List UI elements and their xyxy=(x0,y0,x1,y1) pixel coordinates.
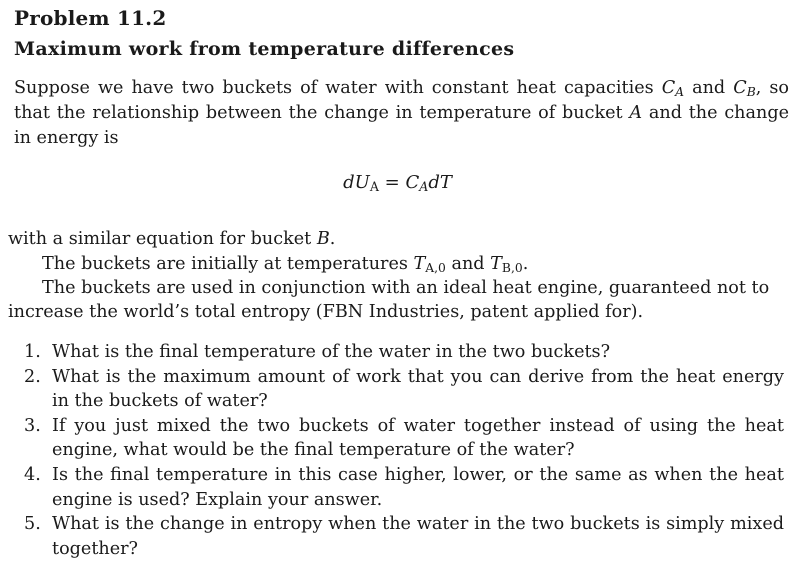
question-number: 4. xyxy=(24,464,41,485)
question-item xyxy=(24,463,784,512)
question-item xyxy=(24,365,784,414)
question-number: 1. xyxy=(24,342,41,362)
eq-rhs-tail: dT xyxy=(428,172,452,193)
question-number: 3. xyxy=(24,415,41,436)
energy-equation xyxy=(0,172,795,193)
initial-text: The buckets are initially at temperatures xyxy=(42,254,414,274)
question-number: 2. xyxy=(24,366,41,387)
eq-lhs: dU xyxy=(343,172,370,193)
engine-paragraph-line2: increase the world’s total entropy (FBN Industries, patent applied for). xyxy=(8,302,644,322)
similar-equation-paragraph xyxy=(8,227,335,252)
question-number: 5. xyxy=(24,514,41,535)
eq-operator: = xyxy=(378,172,406,193)
intro-text: Suppose we have two buckets of water with constant heat capacities $C_A$ and $C_B$, so that the relationship between the change in temperature of bucket A and the change in energy is xyxy=(14,78,789,148)
eq-rhs-var: C xyxy=(405,172,420,193)
engine-paragraph-line1: The buckets are used in conjunction with an ideal heat engine, guaranteed not to xyxy=(42,278,770,298)
similar-end: . xyxy=(329,229,336,249)
question-text: What is the change in entropy when the water in the two buckets is simply mixed together? xyxy=(52,514,784,559)
question-list xyxy=(24,340,784,561)
question-text: Is the final temperature in this case higher, lower, or the same as when the heat engine is used? Explain your answer. xyxy=(52,464,784,510)
similar-var: B xyxy=(316,229,330,249)
question-item xyxy=(24,340,784,365)
question-text: If you just mixed the two buckets of water together instead of using the heat engine, what would be the final temperature of the water? xyxy=(52,415,784,461)
initial-t2: T xyxy=(490,254,502,274)
intro-paragraph xyxy=(14,76,789,151)
eq-lhs-sub: A xyxy=(369,179,379,194)
problem-subtitle: Maximum work from temperature differences xyxy=(14,38,515,60)
initial-t1: T xyxy=(413,254,426,274)
question-text: What is the maximum amount of work that you can derive from the heat energy in the buckets of water? xyxy=(52,366,784,412)
question-item xyxy=(24,512,784,561)
initial-temps-paragraph xyxy=(42,252,528,277)
initial-end: . xyxy=(522,254,529,274)
problem-label: Problem 11.2 xyxy=(14,6,167,30)
question-text: What is the final temperature of the water in the two buckets? xyxy=(52,342,611,362)
initial-t1-sub: A,0 xyxy=(425,261,446,275)
eq-rhs-sub: A xyxy=(419,179,429,194)
initial-t2-sub: B,0 xyxy=(501,261,523,275)
question-item xyxy=(24,414,784,463)
similar-text: with a similar equation for bucket xyxy=(8,229,317,249)
initial-mid: and xyxy=(445,254,491,274)
